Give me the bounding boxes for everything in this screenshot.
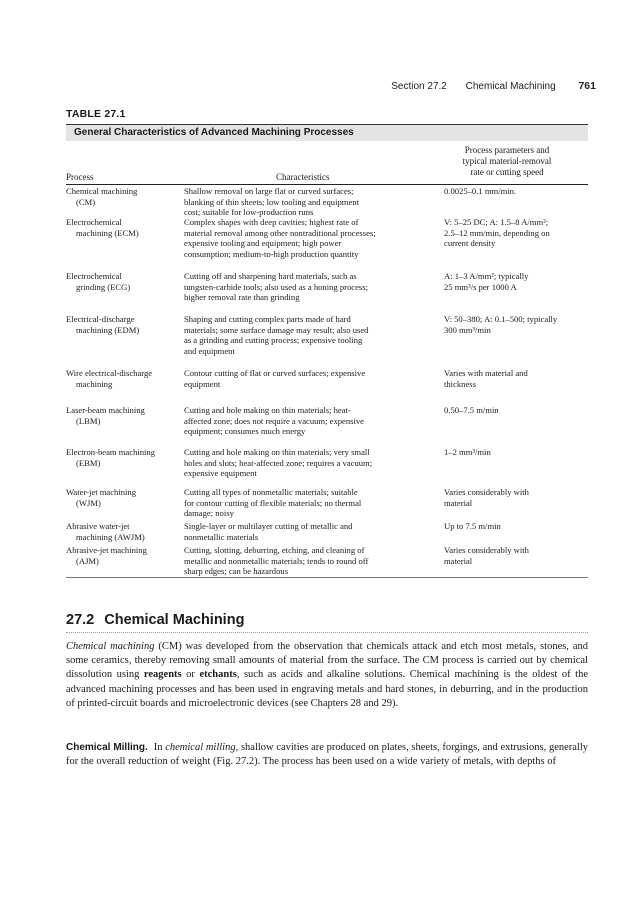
parameters-cell: [444, 447, 594, 458]
parameters-cell: [444, 368, 594, 389]
parameters-cell: [444, 314, 594, 335]
table-title: General Characteristics of Advanced Machining Processes: [74, 127, 354, 138]
column-header-parameters-line1: Process parameters and: [464, 145, 550, 155]
table-bottom-rule: [66, 577, 588, 578]
characteristics-line: Complex shapes with deep cavities; highest rate of: [184, 217, 359, 227]
italic-term: chemical milling,: [165, 742, 239, 753]
parameters-line: 25 mm³/s per 1000 A: [444, 281, 517, 292]
characteristics-cell: [184, 368, 442, 389]
characteristics-line: and equipment: [184, 345, 235, 356]
characteristics-line: damage; noisy: [184, 508, 234, 518]
process-name: Chemical machining: [66, 186, 138, 196]
parameters-line: thickness: [444, 378, 476, 389]
process-cell: [66, 447, 186, 468]
parameters-line: material: [444, 497, 473, 508]
process-name-continued: (LBM): [76, 415, 101, 426]
characteristics-line: Cutting all types of nonmetallic materials; suitable: [184, 487, 358, 497]
process-cell: [66, 405, 186, 426]
characteristics-line: expensive tooling and equipment; high power: [184, 238, 342, 248]
characteristics-line: as a grinding and cutting process; expensive tooling: [184, 335, 363, 345]
parameters-cell: [444, 186, 594, 197]
characteristics-line: Shaping and cutting complex parts made of hard: [184, 314, 351, 324]
parameters-line: Up to 7.5 m/min: [444, 521, 501, 531]
paragraph-text: shallow cavities are produced on plates, sheets, forgings, and extrusions, generally for the overall reduction of weight (Fig. 27.2). The process has been used on a wide variety of metals, with depths of: [66, 742, 589, 768]
characteristics-cell: [184, 545, 442, 577]
section-number: 27.2: [66, 612, 95, 628]
characteristics-line: Single-layer or multilayer cutting of metallic and: [184, 521, 353, 531]
parameters-cell: [444, 545, 594, 566]
characteristics-line: consumption; medium-to-high production quantity: [184, 248, 359, 259]
paragraph-text: (CM) was developed from the observation that chemicals attack and etch most metals, stones, and some ceramics, thereby removing small amounts of material from the surface. The CM process is carried out by chemical dissolution using: [66, 641, 588, 681]
characteristics-line: metallic and nonmetallic materials; tends to round off: [184, 555, 369, 566]
parameters-line: 2.5–12 mm/min, depending on: [444, 227, 550, 238]
process-name: Electron-beam machining: [66, 447, 156, 457]
running-head-title: Chemical Machining: [465, 81, 556, 92]
paragraph-text: or: [181, 669, 200, 681]
parameters-line: 300 mm³/min: [444, 324, 491, 335]
parameters-line: V: 5–25 DC; A: 1.5–8 A/mm²;: [444, 217, 549, 227]
characteristics-line: nonmetallic materials: [184, 531, 259, 542]
running-head-section: Section 27.2: [391, 81, 447, 92]
parameters-line: Varies with material and: [444, 368, 528, 378]
column-header-parameters-line3: rate or cutting speed: [470, 167, 544, 177]
characteristics-line: Cutting and hole making on thin materials; very small: [184, 447, 370, 457]
process-cell: [66, 521, 186, 542]
paragraph-text: , such as acids and alkaline solutions. Chemical machining is the oldest of the advanced machining processes and has been used in engraving metals and hard stones, in deburring, and in the production of printed-circuit boards and microelectronic devices (see Chapters 28 and 29).: [66, 669, 588, 709]
table-title-bar: [66, 124, 588, 141]
process-cell: [66, 545, 186, 566]
process-name-continued: grinding (ECG): [76, 281, 131, 292]
bold-term-reagents: reagents: [143, 669, 182, 681]
process-name: Abrasive water-jet: [66, 521, 130, 531]
characteristics-line: materials; some surface damage may result; also used: [184, 324, 369, 335]
characteristics-cell: [184, 186, 442, 218]
parameters-cell: [444, 217, 594, 249]
process-name-continued: (CM): [76, 196, 96, 207]
process-cell: [66, 368, 186, 389]
characteristics-cell: [184, 487, 442, 519]
process-name-continued: (WJM): [76, 497, 101, 508]
page-number: 761: [578, 80, 596, 92]
parameters-line: V: 50–380; A: 0.1–500; typically: [444, 314, 558, 324]
paragraph-text: In: [153, 742, 166, 753]
characteristics-line: Cutting and hole making on thin materials; heat-: [184, 405, 351, 415]
process-name: Electrochemical: [66, 217, 122, 227]
characteristics-line: Cutting off and sharpening hard materials, such as: [184, 271, 357, 281]
characteristics-line: expensive equipment: [184, 468, 257, 478]
parameters-line: A: 1–3 A/mm²; typically: [444, 271, 529, 281]
characteristics-cell: [184, 314, 442, 356]
characteristics-line: Contour cutting of flat or curved surfaces; expensive: [184, 368, 366, 378]
process-name-continued: machining (EDM): [76, 324, 140, 335]
process-name-continued: (AJM): [76, 555, 99, 566]
characteristics-line: higher removal rate than grinding: [184, 292, 300, 302]
parameters-cell: [444, 271, 594, 292]
characteristics-line: material removal among other nontraditional processes;: [184, 227, 376, 238]
characteristics-line: for contour cutting of flexible materials; no thermal: [184, 497, 362, 508]
process-name: Electrical-discharge: [66, 314, 135, 324]
running-head: [0, 80, 596, 92]
column-header-parameters: [426, 145, 588, 178]
section-title: Chemical Machining: [104, 612, 245, 628]
column-header-characteristics: Characteristics: [276, 172, 330, 182]
italic-term: Chemical machining: [66, 641, 155, 652]
process-cell: [66, 186, 186, 207]
process-cell: [66, 314, 186, 335]
parameters-line: 0.50–7.5 m/min: [444, 405, 499, 415]
paragraph-chemical-machining: [66, 640, 588, 711]
table-header-rule: [66, 184, 588, 185]
process-name-continued: machining (ECM): [76, 227, 139, 238]
characteristics-cell: [184, 217, 442, 259]
process-name-continued: machining: [76, 378, 113, 389]
process-name: Laser-beam machining: [66, 405, 145, 415]
characteristics-line: cost; suitable for low-production runs: [184, 207, 314, 217]
characteristics-line: holes and slots; heat-affected zone; requires a vacuum;: [184, 457, 373, 468]
table-label: TABLE 27.1: [66, 108, 126, 120]
characteristics-line: equipment; consumes much energy: [184, 426, 306, 436]
characteristics-line: sharp edges; can be hazardous: [184, 566, 289, 576]
characteristics-line: Cutting, slotting, deburring, etching, and cleaning of: [184, 545, 365, 555]
process-name: Water-jet machining: [66, 487, 137, 497]
parameters-line: material: [444, 555, 473, 566]
characteristics-line: blanking of thin sheets; low tooling and equipment: [184, 196, 359, 207]
parameters-line: current density: [444, 238, 496, 248]
characteristics-line: tungsten-carbide tools; also used as a honing process;: [184, 281, 369, 292]
process-cell: [66, 217, 186, 238]
paragraph-chemical-milling: [66, 741, 588, 769]
section-rule: [66, 632, 588, 633]
process-name-continued: (EBM): [76, 457, 101, 468]
parameters-line: 1–2 mm³/min: [444, 447, 491, 457]
characteristics-cell: [184, 447, 442, 479]
characteristics-line: Shallow removal on large flat or curved surfaces;: [184, 186, 354, 196]
parameters-cell: [444, 487, 594, 508]
characteristics-cell: [184, 521, 442, 542]
process-cell: [66, 487, 186, 508]
column-header-parameters-line2: typical material-removal: [462, 156, 552, 166]
process-name-continued: machining (AWJM): [76, 531, 145, 542]
section-heading: [66, 612, 244, 628]
characteristics-cell: [184, 271, 442, 303]
parameters-cell: [444, 521, 594, 532]
process-name: Abrasive-jet machining: [66, 545, 147, 555]
inline-heading: Chemical Milling.: [66, 742, 148, 753]
process-cell: [66, 271, 186, 292]
parameters-line: 0.0025–0.1 mm/min.: [444, 186, 517, 196]
process-name: Electrochemical: [66, 271, 122, 281]
characteristics-line: equipment: [184, 378, 221, 389]
parameters-line: Varies considerably with: [444, 487, 529, 497]
bold-term-etchants: etchants: [199, 669, 237, 681]
process-name: Wire electrical-discharge: [66, 368, 153, 378]
characteristics-cell: [184, 405, 442, 437]
parameters-line: Varies considerably with: [444, 545, 529, 555]
column-header-process: Process: [66, 172, 94, 182]
parameters-cell: [444, 405, 594, 416]
characteristics-line: affected zone; does not require a vacuum; expensive: [184, 415, 364, 426]
